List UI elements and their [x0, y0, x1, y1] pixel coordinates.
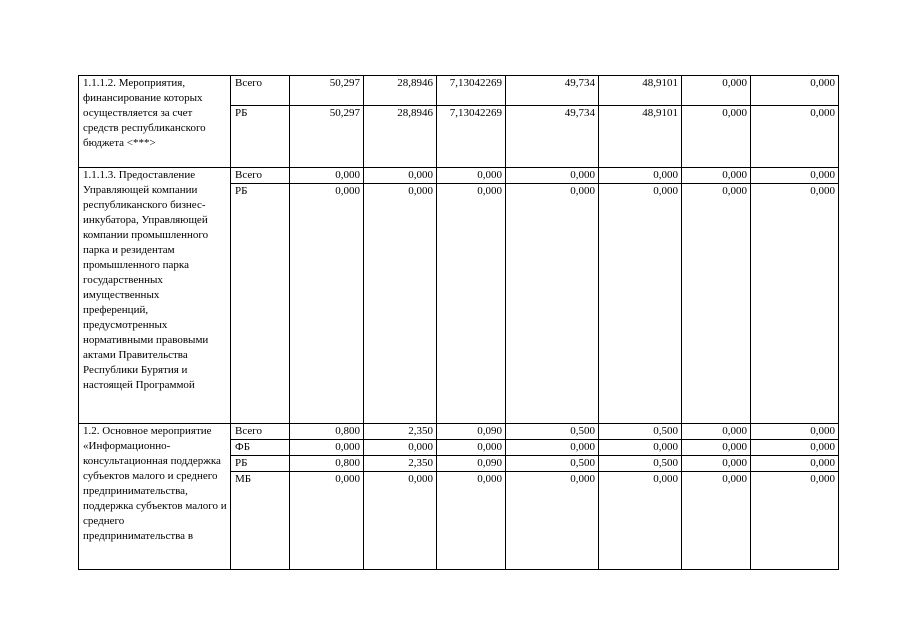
value-cell: 49,734	[506, 76, 599, 106]
value-cell: 0,000	[751, 184, 839, 424]
value-cell: 0,000	[751, 456, 839, 472]
funding-source-cell: РБ	[231, 184, 290, 424]
value-cell: 0,090	[437, 424, 506, 440]
value-cell: 0,000	[682, 106, 751, 168]
value-cell: 0,000	[682, 184, 751, 424]
value-cell: 0,500	[506, 456, 599, 472]
value-cell: 0,000	[437, 184, 506, 424]
value-cell: 0,000	[682, 168, 751, 184]
value-cell: 0,000	[290, 184, 364, 424]
value-cell: 0,000	[599, 184, 682, 424]
funding-source-cell: МБ	[231, 472, 290, 570]
value-cell: 0,000	[751, 106, 839, 168]
value-cell: 48,9101	[599, 76, 682, 106]
value-cell: 0,090	[437, 456, 506, 472]
table-row	[79, 76, 839, 106]
value-cell: 0,000	[290, 440, 364, 456]
table-row	[79, 424, 839, 440]
table-row	[79, 168, 839, 184]
value-cell: 0,000	[751, 168, 839, 184]
value-cell: 0,500	[599, 424, 682, 440]
value-cell: 0,800	[290, 424, 364, 440]
value-cell: 0,000	[506, 168, 599, 184]
value-cell: 0,000	[364, 472, 437, 570]
activity-name-cell: 1.1.1.3. Предоставление Управляющей компании республиканского бизнес-инкубатора, Управляющей компании промышленного парка и резидентам промышленного парка государственных имущественных преференций, предусмотренных нормативными правовыми актами Правительства Республики Бурятия и настоящей Программой	[79, 168, 231, 424]
value-cell: 0,000	[682, 456, 751, 472]
value-cell: 0,000	[437, 472, 506, 570]
funding-source-cell: ФБ	[231, 440, 290, 456]
value-cell: 0,000	[751, 76, 839, 106]
value-cell: 49,734	[506, 106, 599, 168]
funding-source-cell: РБ	[231, 456, 290, 472]
value-cell: 7,13042269	[437, 106, 506, 168]
value-cell: 0,000	[506, 440, 599, 456]
value-cell: 0,000	[751, 472, 839, 570]
value-cell: 28,8946	[364, 106, 437, 168]
value-cell: 48,9101	[599, 106, 682, 168]
value-cell: 0,000	[682, 424, 751, 440]
activity-name-cell: 1.2. Основное мероприятие «Информационно-консультационная поддержка субъектов малого и среднего предпринимательства, поддержка субъектов малого и среднего предпринимательства в	[79, 424, 231, 570]
funding-source-cell: Всего	[231, 168, 290, 184]
value-cell: 0,800	[290, 456, 364, 472]
value-cell: 0,000	[599, 472, 682, 570]
value-cell: 0,000	[364, 440, 437, 456]
value-cell: 0,000	[290, 168, 364, 184]
value-cell: 0,000	[290, 472, 364, 570]
funding-source-cell: Всего	[231, 424, 290, 440]
value-cell: 0,000	[364, 184, 437, 424]
value-cell: 2,350	[364, 456, 437, 472]
value-cell: 0,500	[506, 424, 599, 440]
value-cell: 50,297	[290, 106, 364, 168]
funding-source-cell: РБ	[231, 106, 290, 168]
value-cell: 0,000	[751, 440, 839, 456]
value-cell: 0,000	[506, 184, 599, 424]
funding-source-cell: Всего	[231, 76, 290, 106]
value-cell: 50,297	[290, 76, 364, 106]
value-cell: 0,000	[437, 168, 506, 184]
value-cell: 0,000	[682, 440, 751, 456]
budget-table	[78, 75, 839, 570]
value-cell: 0,000	[682, 472, 751, 570]
value-cell: 0,000	[599, 440, 682, 456]
value-cell: 0,000	[364, 168, 437, 184]
activity-name-cell: 1.1.1.2. Мероприятия, финансирование которых осуществляется за счет средств республиканского бюджета <***>	[79, 76, 231, 168]
value-cell: 0,000	[437, 440, 506, 456]
table-body	[79, 76, 839, 570]
value-cell: 2,350	[364, 424, 437, 440]
value-cell: 0,000	[506, 472, 599, 570]
value-cell: 0,000	[682, 76, 751, 106]
value-cell: 28,8946	[364, 76, 437, 106]
value-cell: 0,000	[751, 424, 839, 440]
value-cell: 0,500	[599, 456, 682, 472]
value-cell: 7,13042269	[437, 76, 506, 106]
value-cell: 0,000	[599, 168, 682, 184]
